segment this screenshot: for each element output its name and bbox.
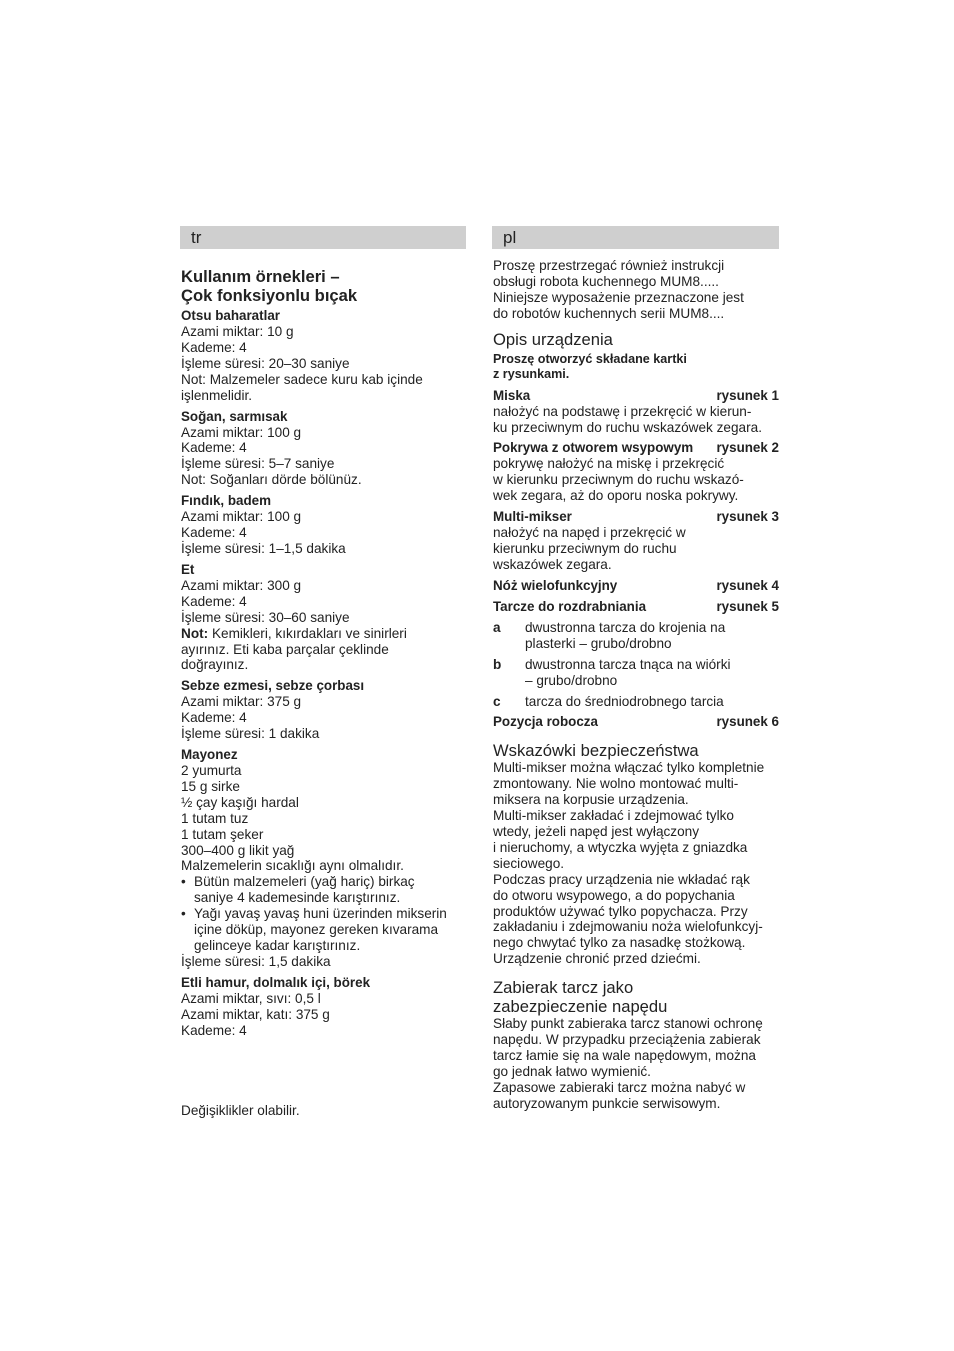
safety-line: Urządzenie chronić przed dziećmi. (493, 951, 701, 967)
part-row (493, 440, 779, 456)
part-line: wek zegara, aż do oporu noska pokrywy. (493, 488, 739, 504)
column-turkish (181, 226, 466, 1039)
part-ref: rysunek 5 (716, 598, 779, 614)
disc-c (493, 694, 779, 710)
footer-note: Değişiklikler olabilir. (181, 1103, 300, 1118)
safety-line: sieciowego. (493, 855, 565, 871)
safety-text (493, 760, 779, 967)
recipe-otsu (181, 308, 466, 404)
disc-key: a (493, 619, 501, 635)
heading-zabierak-line-1: Zabierak tarcz jako (493, 978, 634, 998)
part-ref: rysunek 3 (716, 509, 779, 525)
heading-zabierak-line-2: zabezpieczenie napędu (493, 997, 668, 1017)
part-ref: rysunek 2 (716, 440, 779, 456)
part-ref: rysunek 6 (716, 714, 779, 730)
recipe-line: ayırınız. Eti kaba parçalar çeklinde (181, 641, 389, 657)
recipe-line: İşleme süresi: 5–7 saniye (181, 456, 335, 472)
safety-line: Multi-mikser można włączać tylko kompletnie (493, 760, 765, 776)
intro-line: Proszę przestrzegać również instrukcji (493, 258, 725, 273)
zabierak-line: go jednak łatwo wymienić. (493, 1063, 651, 1079)
language-bar-pl: pl (492, 226, 779, 249)
part-pokrywa (493, 440, 779, 504)
recipe-line: Kademe: 4 (181, 525, 247, 541)
recipe-line: 2 yumurta (181, 763, 242, 779)
section-title-line-1: Kullanım örnekleri – (181, 267, 340, 286)
heading-safety: Wskazówki bezpieczeństwa (493, 741, 699, 761)
recipe-line: Kademe: 4 (181, 339, 247, 355)
part-line: nałożyć na napęd i przekręcić w (493, 525, 686, 541)
recipe-line: İşleme süresi: 1 dakika (181, 726, 320, 742)
recipe-line: İşleme süresi: 20–30 saniye (181, 355, 350, 371)
recipe-heading: Et (181, 561, 195, 577)
recipe-line: Kademe: 4 (181, 440, 247, 456)
bullet-line: • Bütün malzemeleri (yağ hariç) birkaç (194, 874, 415, 890)
part-name: Nóż wielofunkcyjny (493, 577, 618, 593)
section-title-line-2: Çok fonksiyonlu bıçak (181, 286, 358, 305)
disc-line: tarcza do średniodrobnego tarcia (525, 693, 724, 709)
bullet-line: saniye 4 kademesinde karıştırınız. (194, 890, 401, 906)
part-name: Pozycja robocza (493, 714, 598, 730)
bullet-item (181, 874, 466, 906)
recipe-sogan (181, 409, 466, 489)
safety-line: miksera na korpusie urządzenia. (493, 792, 689, 808)
intro-line: Niniejsze wyposażenie przeznaczone jest (493, 289, 744, 305)
zabierak-line: Słaby punkt zabieraka tarcz stanowi ochronę (493, 1016, 763, 1032)
recipe-heading: Mayonez (181, 747, 238, 763)
language-bar-tr: tr (180, 226, 466, 249)
recipe-line: İşleme süresi: 1,5 dakika (181, 953, 331, 969)
note-label: Not: (181, 625, 209, 641)
part-line: kierunku przeciwnym do ruchu (493, 541, 677, 557)
zabierak-line: napędu. W przypadku przeciążenia zabierak (493, 1032, 761, 1048)
part-name: Miska (493, 387, 531, 403)
bullet-item (181, 906, 466, 954)
recipe-findik (181, 493, 466, 557)
part-row (493, 509, 779, 525)
recipe-line: Not: Malzemeler sadece kuru kab içinde (181, 371, 423, 387)
part-ref: rysunek 1 (716, 387, 779, 403)
recipe-note (181, 626, 466, 642)
bullet-line: • Yağı yavaş yavaş huni üzerinden mikserin (194, 906, 447, 922)
disc-line: dwustronna tarcza tnąca na wiórki (525, 656, 731, 672)
safety-line: nego chwytać tylko za nasadkę stożkową. (493, 935, 746, 951)
part-name: Multi-mikser (493, 509, 572, 525)
recipe-line: 300–400 g likit yağ (181, 842, 295, 858)
part-line: wskazówek zegara. (493, 556, 612, 572)
recipe-line: 15 g sirke (181, 778, 240, 794)
zabierak-text (493, 1016, 779, 1111)
part-row (493, 388, 779, 404)
part-name: Tarcze do rozdrabniania (493, 598, 647, 614)
recipe-heading: Soğan, sarmısak (181, 408, 288, 424)
zabierak-line: Zapasowe zabieraki tarcz można nabyć w (493, 1079, 746, 1095)
recipe-heading: Sebze ezmesi, sebze çorbası (181, 678, 365, 694)
part-miska (493, 388, 779, 436)
recipe-mayonez (181, 747, 466, 970)
recipe-line: Kademe: 4 (181, 710, 247, 726)
opis-subheading: Proszę otworzyć składane kartki (493, 351, 687, 366)
part-name: Pokrywa z otworem wsypowym (493, 440, 694, 456)
recipe-line: Kademe: 4 (181, 593, 247, 609)
part-pozycja (493, 714, 779, 730)
zabierak-line: autoryzowanym punkcie serwisowym. (493, 1095, 721, 1111)
part-multimikser (493, 509, 779, 573)
intro-line: do robotów kuchennych serii MUM8.... (493, 305, 725, 321)
bullet-line: içine döküp, mayonez gereken kıvarama (194, 922, 439, 938)
disc-text (525, 620, 779, 652)
intro-line: obsługi robota kuchennego MUM8..... (493, 273, 719, 289)
safety-line: Podczas pracy urządzenia nie wkładać rąk (493, 871, 750, 887)
safety-line: produktów używać tylko popychacza. Przy (493, 903, 748, 919)
zabierak-line: tarcz łamie się na wale napędowym, można (493, 1048, 756, 1063)
recipe-line: Azami miktar: 100 g (181, 424, 302, 440)
safety-line: i nieruchomy, a wtyczka wyjęta z gniazdka (493, 839, 748, 855)
recipe-line: Kademe: 4 (181, 1022, 247, 1038)
part-tarcze (493, 599, 779, 615)
opis-subheading: z rysunkami. (493, 367, 570, 382)
bullet-list (181, 874, 466, 954)
recipe-line: işlenmelidir. (181, 387, 253, 403)
recipe-line: Azami miktar: 300 g (181, 577, 302, 593)
recipe-et (181, 562, 466, 673)
part-line: nałożyć na podstawę i przekręcić w kierun- (493, 403, 752, 419)
part-ref: rysunek 4 (716, 577, 779, 593)
safety-line: wtedy, jeżeli napęd jest wyłączony (493, 824, 700, 840)
safety-line: zmontowany. Nie wolno montować multi- (493, 776, 739, 792)
part-line: w kierunku przeciwnym do ruchu wskazó- (493, 472, 744, 488)
recipe-line: Not: Soğanları dörde bölünüz. (181, 472, 362, 488)
note-text: Kemikleri, kıkırdakları ve sinirleri (208, 625, 407, 641)
heading-opis: Opis urządzenia (493, 329, 613, 349)
part-line: pokrywę nałożyć na miskę i przekręcić (493, 456, 725, 472)
recipe-line: İşleme süresi: 1–1,5 dakika (181, 540, 346, 556)
recipe-etli (181, 975, 466, 1039)
column-polish (493, 226, 779, 1112)
part-noz (493, 578, 779, 594)
safety-line: zakładaniu i zdejmowaniu noża wielofunkcyj- (493, 919, 763, 935)
disc-line: – grubo/drobno (525, 672, 618, 688)
safety-line: do otworu wsypowego, a do popychania (493, 887, 735, 903)
recipe-heading: Otsu baharatlar (181, 308, 280, 323)
disc-b (493, 657, 779, 689)
recipe-line: Azami miktar: 100 g (181, 509, 302, 525)
disc-line: dwustronna tarcza do krojenia na (525, 619, 726, 635)
bullet-line: gelinceye kadar karıştırınız. (194, 938, 361, 953)
disc-key: b (493, 656, 502, 672)
disc-key: c (493, 693, 501, 709)
disc-a (493, 620, 779, 652)
recipe-heading: Fındık, badem (181, 493, 272, 509)
recipe-line: Azami miktar: 10 g (181, 324, 294, 339)
recipe-line: İşleme süresi: 30–60 saniye (181, 609, 350, 625)
recipe-line: Azami miktar: 375 g (181, 694, 302, 710)
disc-text (525, 657, 779, 689)
recipe-line: 1 tutam tuz (181, 810, 249, 826)
recipe-line: doğrayınız. (181, 657, 249, 673)
recipe-heading: Etli hamur, dolmalık içi, börek (181, 974, 371, 990)
recipe-line: ½ çay kaşığı hardal (181, 794, 299, 810)
recipe-line: Azami miktar, katı: 375 g (181, 1006, 330, 1022)
recipe-line: 1 tutam şeker (181, 826, 264, 842)
recipe-sebze (181, 678, 466, 742)
safety-line: Multi-mikser zakładać i zdejmować tylko (493, 808, 734, 824)
disc-line: plasterki – grubo/drobno (525, 635, 672, 651)
recipe-line: Malzemelerin sıcaklığı aynı olmalıdır. (181, 858, 404, 874)
part-line: ku przeciwnym do ruchu wskazówek zegara. (493, 419, 762, 435)
recipe-line: Azami miktar, sıvı: 0,5 l (181, 990, 321, 1006)
